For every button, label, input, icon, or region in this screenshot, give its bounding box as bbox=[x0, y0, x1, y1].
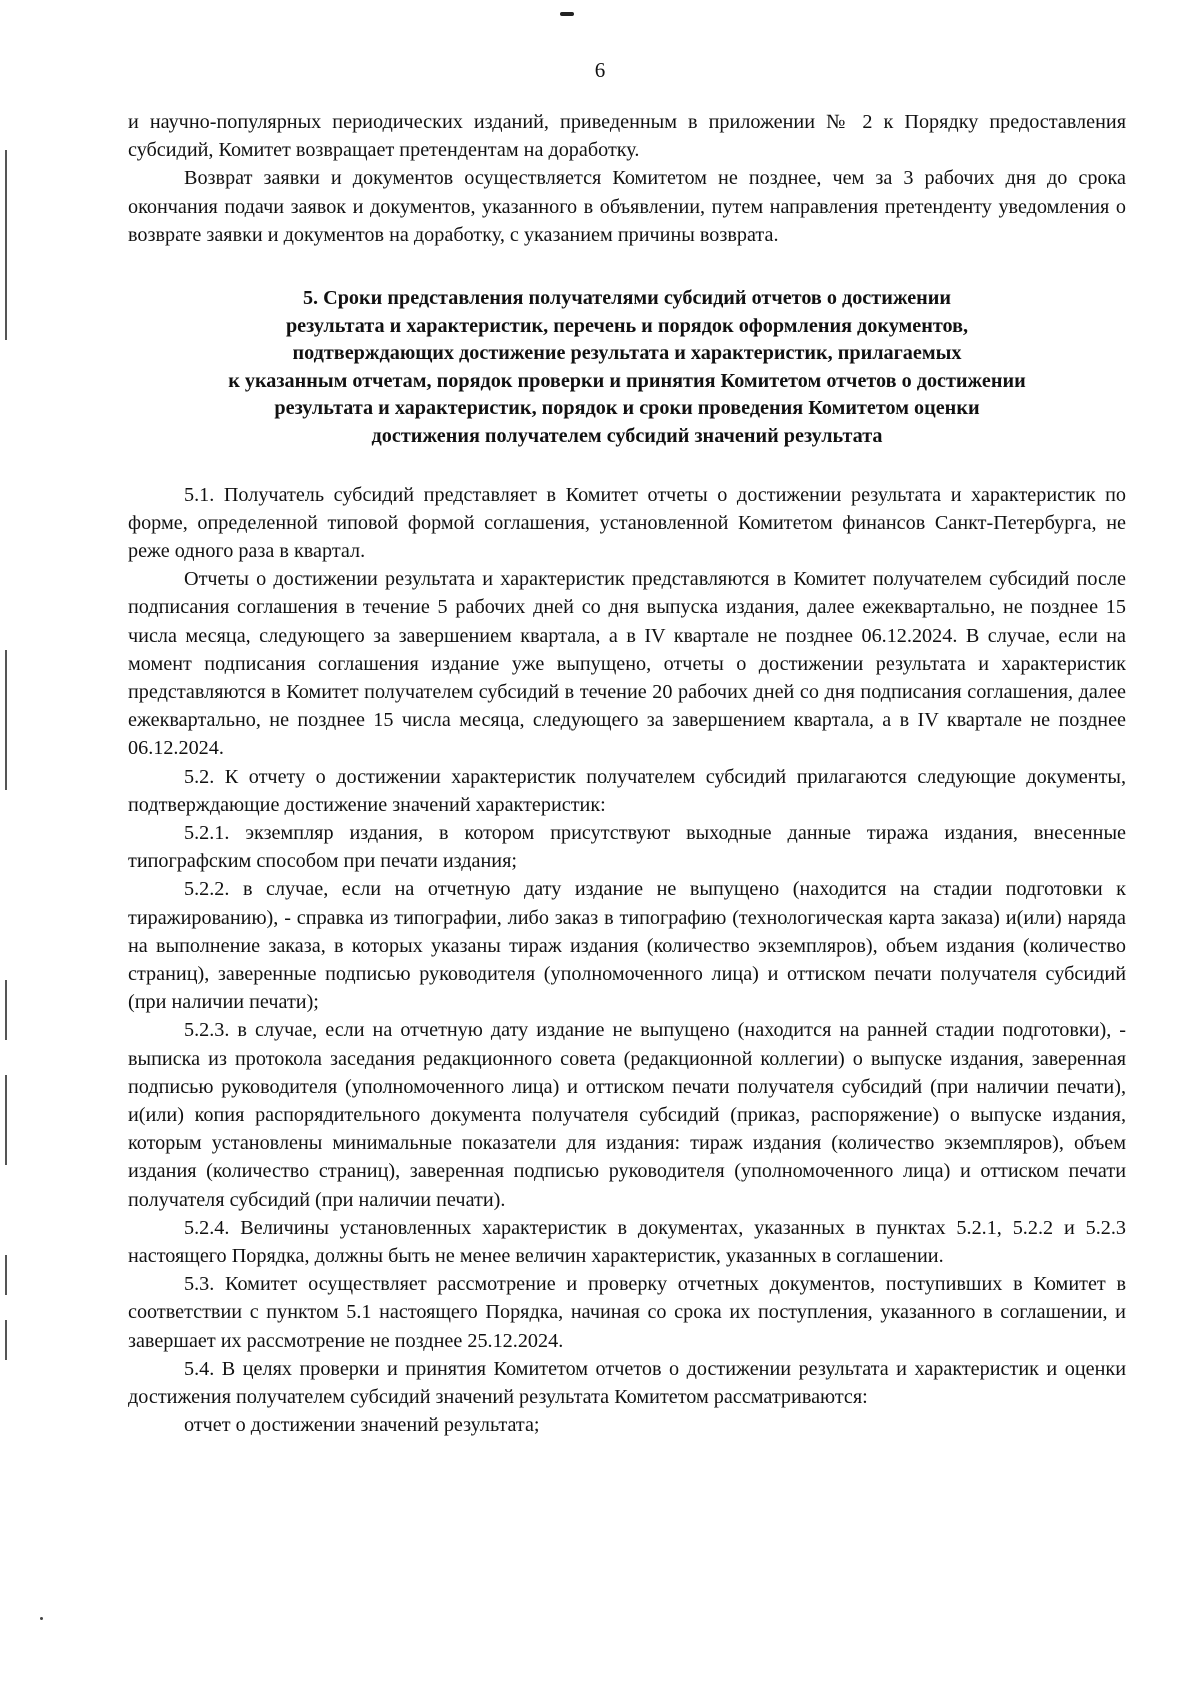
document-body bbox=[128, 108, 1126, 1439]
paragraph: Возврат заявки и документов осуществляется Комитетом не позднее, чем за 3 рабочих дня до срока окончания подачи заявок и документов, указанного в объявлении, путем направления претенденту уведомления о возврате заявки и документов на доработку, с указанием причины возврата. bbox=[128, 167, 1126, 246]
paragraph: и научно-популярных периодических изданий, приведенным в приложении № 2 к Порядку предоставления субсидий, Комитет возвращает претендентам на доработку. bbox=[128, 111, 1126, 162]
scan-artifact-left-3 bbox=[5, 980, 7, 1040]
paragraph-5-1: 5.1. Получатель субсидий представляет в Комитет отчеты о достижении результата и характеристик по форме, определенной типовой формой соглашения, установленной Комитетом финансов Санкт-Петербурга, не реже одного раза в квартал. bbox=[128, 483, 1126, 562]
scan-artifact-left-5 bbox=[5, 1255, 7, 1295]
scan-artifact-left-4 bbox=[5, 1075, 7, 1165]
paragraph-5-2-1: 5.2.1. экземпляр издания, в котором присутствуют выходные данные тиража издания, внесенные типографским способом при печати издания; bbox=[128, 822, 1126, 873]
scan-artifact-left-6 bbox=[5, 1320, 7, 1360]
paragraph-5-2-4: 5.2.4. Величины установленных характеристик в документах, указанных в пунктах 5.2.1, 5.2.2 и 5.2.3 настоящего Порядка, должны быть не менее величин характеристик, указанных в соглашении. bbox=[128, 1216, 1126, 1268]
scan-artifact-left-1 bbox=[5, 150, 7, 340]
paragraph-5-4: 5.4. В целях проверки и принятия Комитетом отчетов о достижении результата и характеристик и оценки достижения получателем субсидий значений результата Комитетом рассматриваются: bbox=[128, 1357, 1126, 1409]
paragraph-report-item: отчет о достижении значений результата; bbox=[184, 1414, 540, 1437]
paragraph-reports-deadlines: Отчеты о достижении результата и характеристик представляются в Комитет получателем субсидий после подписания соглашения в течение 5 рабочих дней со дня выпуска издания, далее ежеквартально, не позднее 15 числа месяца, следующего за завершением квартала, а в IV квартале не позднее 06.12.2024. В случае, если на момент подписания соглашения издание уже выпущено, отчеты о достижении результата и характеристик представляются в Комитет получателем субсидий в течение 20 рабочих дней со дня подписания соглашения, далее ежеквартально, не позднее 15 числа месяца, следующего за завершением квартала, а в IV квартале не позднее 06.12.2024. bbox=[128, 568, 1126, 760]
paragraph-5-3: 5.3. Комитет осуществляет рассмотрение и проверку отчетных документов, поступивших в Комитет в соответствии с пунктом 5.1 настоящего Порядка, начиная со срока их поступления, указанного в соглашении, и завершает их рассмотрение не позднее 25.12.2024. bbox=[128, 1273, 1126, 1352]
scan-artifact-dot bbox=[40, 1617, 43, 1620]
page-number: 6 bbox=[594, 58, 606, 82]
paragraph-5-2-2: 5.2.2. в случае, если на отчетную дату издание не выпущено (находится на стадии подготовки к тиражированию), - справка из типографии, либо заказ в типографию (технологическая карта заказа) и(или) наряда на выполнение заказа, в которых указаны тираж издания (количество экземпляров), объем издания (количество страниц), заверенные подписью руководителя (уполномоченного лица) и оттиском печати получателя субсидий (при наличии печати); bbox=[128, 878, 1126, 1014]
scan-artifact-left-2 bbox=[5, 650, 7, 790]
section-heading: 5. Сроки представления получателями субсидий отчетов о достижении результата и характеристик, перечень и порядок оформления документов, подтверждающих достижение результата и характеристик, прилагаемых к указанным отчетам, порядок проверки и принятия Комитетом отчетов о достижении результата и характеристик, порядок и сроки проведения Комитетом оценки достижения получателем субсидий значений результата bbox=[228, 287, 1026, 447]
paragraph-5-2-3: 5.2.3. в случае, если на отчетную дату издание не выпущено (находится на ранней стадии подготовки), - выписка из протокола заседания редакционного совета (редакционной коллегии) о выпуске издания, заверенная подписью руководителя (уполномоченного лица) и оттиском печати получателя субсидий (при наличии печати), и(или) копия распорядительного документа получателя субсидий (приказ, распоряжение) о выпуске издания, которым установлены минимальные показатели для издания: тираж издания (количество экземпляров), объем издания (количество страниц), заверенная подписью руководителя (уполномоченного лица) и оттиском печати получателя субсидий (при наличии печати). bbox=[128, 1019, 1126, 1211]
paragraph-5-2: 5.2. К отчету о достижении характеристик получателем субсидий прилагаются следующие документы, подтверждающие достижение значений характеристик: bbox=[128, 765, 1126, 816]
scan-artifact-top bbox=[560, 12, 574, 16]
